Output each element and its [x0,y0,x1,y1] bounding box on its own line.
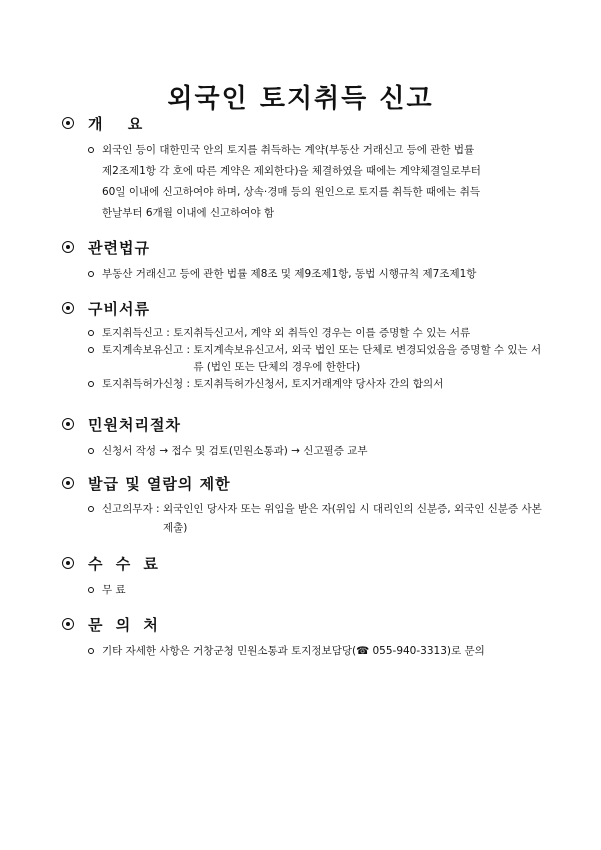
list-item [88,140,542,224]
circle-bullet-icon [88,381,94,387]
list-item [88,325,542,342]
circle-bullet-icon [88,330,94,336]
section-title: 개 요 [88,114,153,133]
procedure-text: 신청서 작성 → 접수 및 검토(민원소통과) → 신고필증 교부 [102,445,368,457]
fee-text: 무 료 [102,584,126,596]
section-bullet-icon [62,302,74,314]
section-title: 관련법규 [88,238,150,257]
contact-text: 기타 자세한 사항은 거창군청 민원소통과 토지정보담당(☎ 055-940-3313)로 문의 [102,645,485,657]
list-item [88,641,572,662]
list-item [88,580,542,601]
circle-bullet-icon [88,147,94,153]
circle-bullet-icon [88,347,94,353]
section-bullet-icon [62,557,74,569]
section-bullet-icon [62,241,74,253]
circle-bullet-icon [88,448,94,454]
overview-line: 외국인 등이 대한민국 안의 토지를 취득하는 계약(부동산 거래신고 등에 관한 법률 [102,144,475,156]
section-title: 수 수 료 [88,554,162,573]
section-overview [62,112,542,224]
section-procedure [62,413,542,462]
list-item [88,376,542,393]
overview-line: 제2조제1항 각 호에 따른 계약은 제외한다)을 체결하였을 때에는 계약체결일로부터 [102,165,481,177]
list-item [88,342,542,376]
document-label: 토지취득신고 : [102,327,174,339]
section-title: 문 의 처 [88,615,162,634]
section-title: 발급 및 열람의 제한 [88,474,231,493]
issuance-label: 신고의무자 : [102,503,163,515]
section-title: 구비서류 [88,299,150,318]
circle-bullet-icon [88,587,94,593]
document-label: 토지계속보유신고 : [102,344,194,356]
section-bullet-icon [62,418,74,430]
circle-bullet-icon [88,506,94,512]
section-bullet-icon [62,477,74,489]
page-title: 외국인 토지취득 신고 [167,84,434,114]
document-label: 토지취득허가신청 : [102,378,194,390]
section-fee [62,552,542,601]
issuance-value: 외국인인 당사자 또는 위임을 받은 자(위임 시 대리인의 신분증, 외국인 신분증 사본 제출) [162,503,542,534]
overview-line: 60일 이내에 신고하여야 하며, 상속·경매 등의 원인으로 토지를 취득한 때에는 취득 [102,186,480,198]
section-documents [62,297,542,393]
document-value: 토지취득신고서, 계약 외 취득인 경우는 이를 증명할 수 있는 서류 [173,327,471,339]
section-bullet-icon [62,117,74,129]
section-bullet-icon [62,618,74,630]
list-item [88,264,542,285]
section-title: 민원처리절차 [88,415,181,434]
laws-text: 부동산 거래신고 등에 관한 법률 제8조 및 제9조제1항, 동법 시행규칙 제7조제1항 [102,268,477,280]
section-laws [62,236,542,285]
document-value: 토지취득허가신청서, 토지거래계약 당사자 간의 합의서 [193,378,444,390]
overview-line: 한날부터 6개월 이내에 신고하여야 함 [102,207,275,219]
section-contact [62,613,572,662]
list-item [88,500,542,538]
circle-bullet-icon [88,271,94,277]
list-item [88,441,542,462]
section-issuance [62,472,542,538]
circle-bullet-icon [88,648,94,654]
document-value: 토지계속보유신고서, 외국 법인 또는 단체로 변경되었음을 증명할 수 있는 서류 (법인 또는 단체의 경우에 한한다) [193,344,542,373]
